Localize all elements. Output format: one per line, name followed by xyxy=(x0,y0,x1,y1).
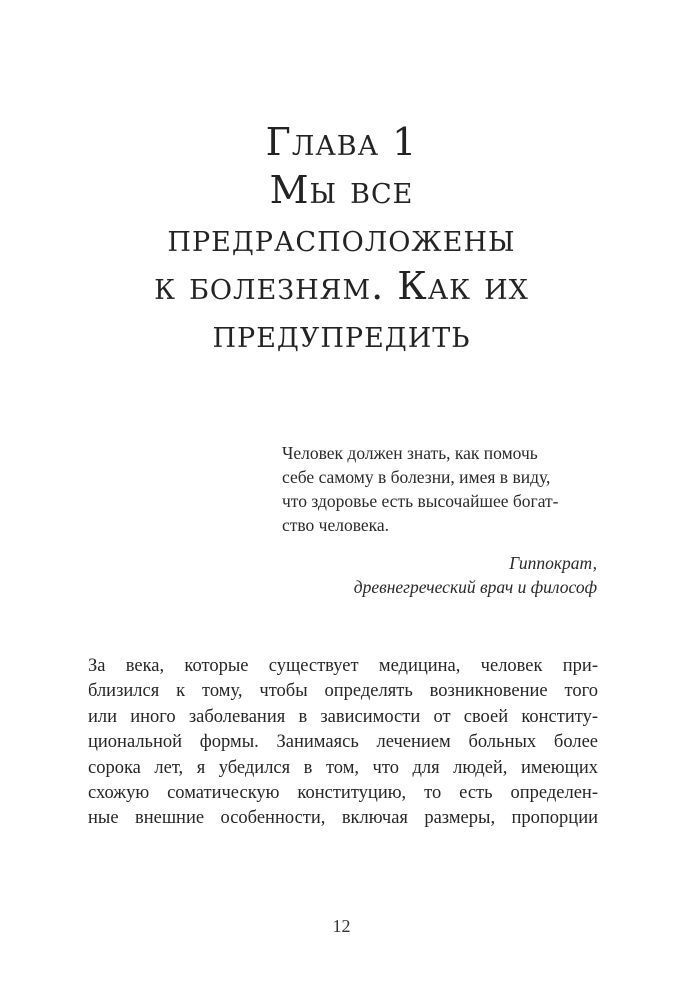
epigraph-quote-line: ство человека. xyxy=(282,515,390,535)
body-line: За века, которые существует медицина, человек при- xyxy=(88,656,598,676)
epigraph-author: Гиппократ, xyxy=(509,553,597,573)
body-line: сорока лет, я убедился в том, что для людей, имеющих xyxy=(88,757,598,778)
body-line: схожую соматическую конституцию, то есть определен- xyxy=(88,783,598,804)
epigraph-author-role: древнегреческий врач и философ xyxy=(353,577,597,597)
chapter-title-line: к болезням. Как их xyxy=(154,264,529,308)
epigraph-quote-line: что здоровье есть высочайшее богат- xyxy=(282,491,559,511)
epigraph xyxy=(282,441,602,599)
body-line: ные внешние особенности, включая размеры, пропорции xyxy=(88,808,598,829)
epigraph-quote xyxy=(282,441,602,537)
chapter-title xyxy=(0,118,683,358)
epigraph-attribution xyxy=(282,551,597,599)
chapter-title-line: предупредить xyxy=(212,312,471,356)
epigraph-quote-line: себе самому в болезни, имея в виду, xyxy=(282,467,551,487)
chapter-title-line: Мы все xyxy=(269,168,414,212)
body-line: или иного заболевания в зависимости от своей конститу- xyxy=(88,706,598,727)
epigraph-quote-line: Человек должен знать, как помочь xyxy=(282,443,538,463)
body-line: близился к тому, чтобы определять возникновение того xyxy=(88,681,598,702)
chapter-title-line: Глава 1 xyxy=(265,120,418,164)
body-line: циональной формы. Занимаясь лечением больных более xyxy=(88,732,598,753)
page-number: 12 xyxy=(332,916,351,936)
body-paragraph xyxy=(88,654,598,832)
chapter-title-line: предрасположены xyxy=(167,216,516,260)
